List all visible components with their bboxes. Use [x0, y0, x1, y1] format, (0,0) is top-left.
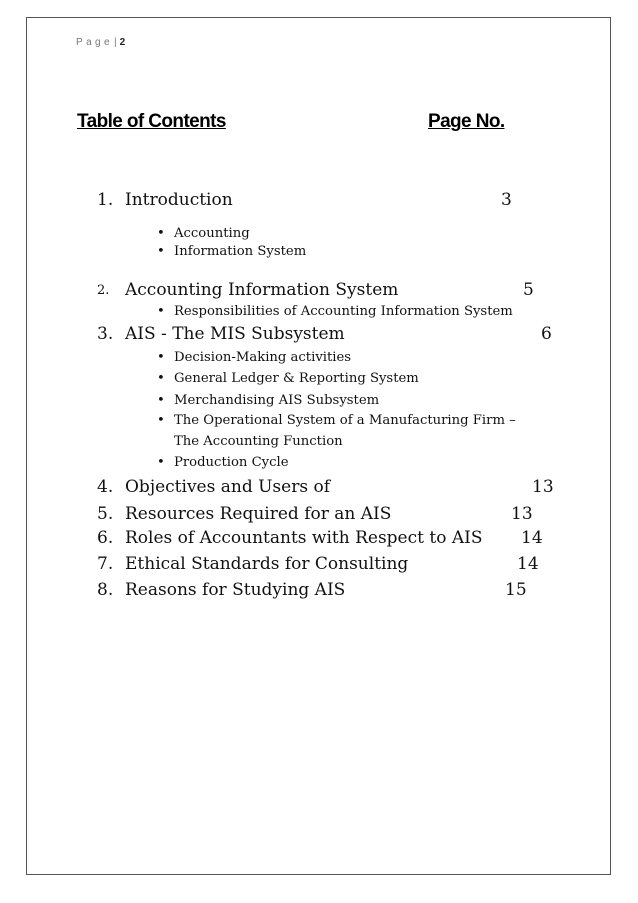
bullet-icon: •	[157, 455, 165, 470]
entry-number: 4.	[97, 477, 114, 497]
entry-number: 2.	[97, 283, 110, 298]
entry-label: Resources Required for an AIS	[125, 504, 392, 524]
entry-page: 14	[517, 554, 539, 574]
entry-number: 8.	[97, 580, 114, 600]
entry-label: AIS - The MIS Subsystem	[125, 324, 345, 344]
entry-label: Roles of Accountants with Respect to AIS	[125, 528, 483, 548]
header-page-number: 2	[119, 37, 126, 48]
entry-label: Reasons for Studying AIS	[125, 580, 346, 600]
page-header	[76, 37, 125, 48]
entry-label: Accounting Information System	[125, 280, 399, 300]
bullet-icon: •	[157, 244, 165, 259]
entry-number: 5.	[97, 504, 114, 524]
bullet-icon: •	[157, 226, 165, 241]
entry-label: Introduction	[125, 190, 233, 210]
bullet-icon: •	[157, 371, 165, 386]
entry-number: 1.	[97, 190, 114, 210]
toc-title: Table of Contents	[77, 111, 226, 132]
entry-number: 7.	[97, 554, 114, 574]
page-word: Page	[76, 37, 113, 48]
entry-page: 13	[532, 477, 554, 497]
entry-page: 14	[521, 528, 543, 548]
entry-page: 3	[501, 190, 512, 210]
bullet-icon: •	[157, 413, 165, 428]
entry-page: 13	[511, 504, 533, 524]
entry-page: 6	[541, 324, 552, 344]
bullet-icon: •	[157, 350, 165, 365]
entry-page: 15	[505, 580, 527, 600]
bullet-icon: •	[157, 393, 165, 408]
toc-subitem-continuation: The Accounting Function	[174, 434, 343, 449]
entry-label: Objectives and Users of	[125, 477, 330, 497]
bullet-icon: •	[157, 304, 165, 319]
entry-number: 6.	[97, 528, 114, 548]
header-separator: |	[113, 37, 117, 48]
toc-page-no-label: Page No.	[428, 111, 505, 132]
entry-page: 5	[523, 280, 534, 300]
entry-number: 3.	[97, 324, 114, 344]
entry-label: Ethical Standards for Consulting	[125, 554, 409, 574]
